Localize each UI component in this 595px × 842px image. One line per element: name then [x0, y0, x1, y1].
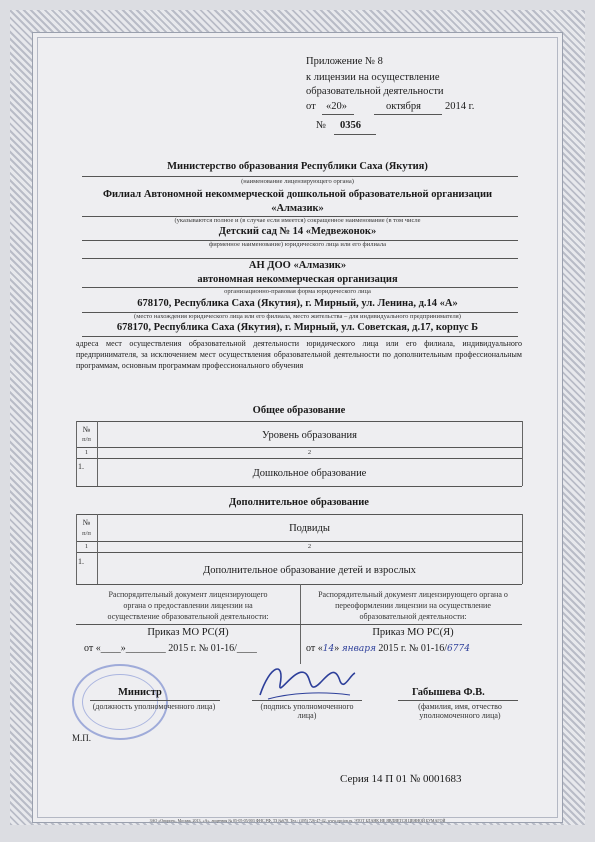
additional-education-heading: Дополнительное образование — [229, 497, 369, 508]
appendix-date-month: октября — [386, 101, 421, 112]
order-right-date: от «14» января 2015 г. № 01-16/6774 — [306, 643, 470, 654]
org-full-name-2: «Алмазик» — [271, 203, 324, 214]
order-right-line1: Распорядительный документ лицензирующего органа о — [318, 590, 508, 599]
appendix-date-year: 2014 г. — [445, 101, 475, 112]
order-right-hand-month: января — [341, 644, 376, 654]
org-branch-name: Детский сад № 14 «Медвежонок» — [218, 226, 377, 237]
org-caption-full: (указываются полное и (в случае если имеется) сокращенное наименование (в том числе — [174, 217, 421, 224]
order-right-line3: образовательной деятельности: — [359, 612, 467, 621]
additional-col-num: № — [82, 518, 91, 527]
org-caption-address: (место нахождения юридического лица или его филиала, место жительства – для индивидуального предпринимателя) — [134, 313, 461, 320]
org-legal-form: автономная некоммерческая организация — [197, 274, 398, 285]
additional-index-2: 2 — [307, 543, 312, 550]
order-right-hand-day: 14 — [322, 644, 335, 654]
order-left-date: от «____»________ 2015 г. № 01-16/____ — [84, 643, 257, 654]
signature-icon — [250, 655, 360, 705]
org-activity-note: адреса мест осуществления образовательной деятельности юридического лица или его филиала, индивидуального предпринимателя, за исключением мест осуществления образовательной деятельности по дополнительным профессиональным программам, основным программам профессионального обучения — [76, 339, 522, 370]
order-left-line1: Распорядительный документ лицензирующего — [108, 590, 268, 599]
appendix-title: Приложение № 8 — [306, 56, 383, 67]
order-right-hand-num: 6774 — [447, 644, 470, 654]
general-row-value: Дошкольное образование — [252, 468, 367, 479]
additional-row-num: 1. — [78, 557, 84, 566]
order-left-line3: осуществление образовательной деятельности: — [107, 612, 269, 621]
org-full-name-1: Филиал Автономной некоммерческой дошкольной образовательной организации — [102, 189, 493, 200]
signer-name: Габышева Ф.В. — [412, 687, 485, 698]
additional-row-value: Дополнительное образование детей и взрослых — [203, 565, 416, 576]
order-right-order: Приказ МО РС(Я) — [372, 627, 454, 638]
general-row-num: 1. — [78, 462, 84, 471]
appendix-date-from: от — [306, 101, 316, 112]
org-caption-branch: фирменное наименование) юридического лица или его филиала — [208, 241, 387, 248]
order-right-line2: переоформлении лицензии на осуществление — [335, 601, 491, 610]
mp-label: М.П. — [72, 733, 92, 743]
general-col-num2: п/п — [82, 436, 91, 443]
additional-col-num2: п/п — [82, 530, 91, 537]
caption-signature: (подпись уполномоченного лица) — [260, 702, 354, 720]
printer-imprint: ЗАО «Опцион», Москва, 2013, «А», лицензия № 05-05-05/003 ФНС РФ, ТЗ №678. Тел.: (495) 726-47-42, www.opcion.ru. ЭТОТ БЛАНК НЕ ЯВЛЯЕТСЯ ЦЕННОЙ БУМАГОЙ — [149, 818, 446, 823]
authority-name: Министерство образования Республики Саха (Якутия) — [167, 161, 428, 172]
appendix-date-day: «20» — [326, 101, 347, 112]
org-short-name: АН ДОО «Алмазик» — [248, 260, 347, 271]
additional-index-1: 1 — [84, 543, 89, 550]
additional-col-sub: Подвиды — [289, 523, 330, 534]
org-address: 678170, Республика Саха (Якутия), г. Мирный, ул. Ленина, д.14 «А» — [137, 298, 458, 309]
caption-position: (должность уполномоченного лица) — [92, 702, 216, 711]
appendix-number: 0356 — [340, 120, 361, 131]
order-left-order: Приказ МО РС(Я) — [147, 627, 229, 638]
general-col-level: Уровень образования — [262, 430, 357, 441]
authority-caption: (наименование лицензирующего органа) — [241, 178, 354, 185]
general-col-num: № — [82, 425, 91, 434]
org-caption-form: организационно-правовая форма юридического лица — [224, 288, 371, 295]
appendix-number-label: № — [316, 120, 327, 131]
order-left-line2: органа о предоставлении лицензии на — [123, 601, 253, 610]
general-education-heading: Общее образование — [252, 405, 346, 416]
appendix-line1: к лицензии на осуществление — [306, 72, 440, 83]
general-index-1: 1 — [84, 449, 89, 456]
series-number: Серия 14 П 01 № 0001683 — [340, 773, 462, 785]
org-activity-address: 678170, Республика Саха (Якутия), г. Мирный, ул. Советская, д.17, корпус Б — [116, 322, 479, 333]
minister-title: Министр — [118, 687, 162, 698]
general-index-2: 2 — [307, 449, 312, 456]
caption-name: (фамилия, имя, отчество уполномоченного лица) — [418, 702, 502, 720]
appendix-line2: образовательной деятельности — [306, 86, 444, 97]
